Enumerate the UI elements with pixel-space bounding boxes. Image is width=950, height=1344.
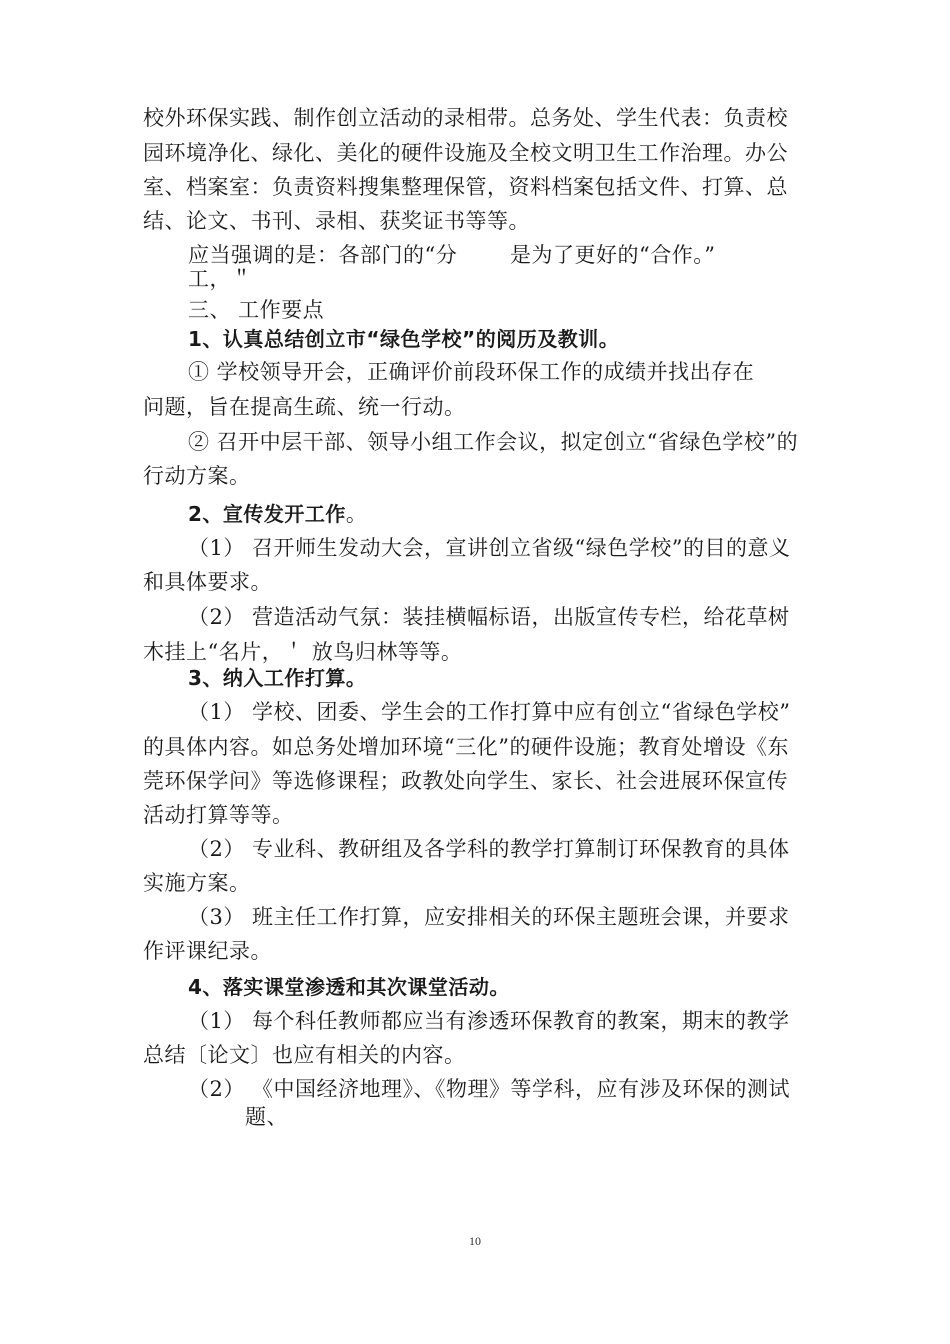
paragraph-line: 结、论文、书刊、录相、获奖证书等等。 — [143, 209, 530, 233]
paragraph-line: ② 召开中层干部、领导小组工作会议，拟定创立“省绿色学校”的 — [188, 430, 799, 454]
subheading — [188, 500, 367, 528]
paragraph-line: 园环境净化、绿化、美化的硬件设施及全校文明卫生工作治理。办公 — [143, 141, 788, 165]
section-heading: 三、 工作要点 — [188, 298, 325, 322]
paragraph-line: （2） 营造活动气氛：装挂横幅标语，出版宣传专栏，给花草树 — [188, 605, 790, 629]
paragraph-line: 是为了更好的“合作。” — [510, 243, 716, 267]
subheading-punct: 。 — [345, 502, 368, 526]
paragraph-line: 的具体内容。如总务处增加环境“三化”的硬件设施；教育处增设《东 — [143, 735, 789, 759]
paragraph-line: （1） 学校、团委、学生会的工作打算中应有创立“省绿色学校” — [188, 700, 791, 724]
paragraph-line: 实施方案。 — [143, 871, 251, 895]
paragraph-line: 莞环保学问》等选修课程；政教处向学生、家长、社会进展环保宣传 — [143, 769, 788, 793]
subheading-text: 2、宣传发开工作 — [188, 502, 346, 526]
paragraph-line: 活动打算等等。 — [143, 803, 294, 827]
paragraph-line: （2） 《中国经济地理》、《物理》等学科，应有涉及环保的测试 — [188, 1077, 791, 1101]
paragraph-line: 校外环保实践、制作创立活动的录相带。总务处、学生代表：负责校 — [143, 106, 788, 130]
paragraph-line: （2） 专业科、教研组及各学科的教学打算制订环保教育的具体 — [188, 837, 790, 861]
paragraph-line: 室、档案室：负责资料搜集整理保管，资料档案包括文件、打算、总 — [143, 175, 788, 199]
subheading: 1、认真总结创立市“绿色学校”的阅历及教训。 — [188, 327, 620, 351]
subheading: 3、纳入工作打算。 — [188, 666, 367, 690]
paragraph-line: 和具体要求。 — [143, 570, 272, 594]
paragraph-line: 应当强调的是：各部门的“分 — [188, 243, 458, 267]
paragraph-line: 作评课纪录。 — [143, 939, 272, 963]
paragraph-line: （1） 召开师生发动大会，宣讲创立省级“绿色学校”的目的意义 — [188, 536, 791, 560]
paragraph-line: 行动方案。 — [143, 464, 251, 488]
paragraph-line: 总结〔论文〕也应有相关的内容。 — [143, 1043, 466, 1067]
paragraph-line: 题、 — [245, 1105, 288, 1129]
paragraph-line: 工，＂ — [188, 267, 253, 291]
paragraph-line: 问题，旨在提高生疏、统一行动。 — [143, 395, 466, 419]
subheading: 4、落实课堂渗透和其次课堂活动。 — [188, 975, 510, 999]
paragraph-line: （1） 每个科任教师都应当有渗透环保教育的教案，期末的教学 — [188, 1009, 790, 1033]
page-number: 10 — [469, 1234, 481, 1248]
paragraph-line: ① 学校领导开会，正确评价前段环保工作的成绩并找出存在 — [188, 360, 755, 384]
paragraph-line: （3） 班主任工作打算，应安排相关的环保主题班会课，并要求 — [188, 905, 790, 929]
paragraph-line: 木挂上“名片，＇ 放鸟归林等等。 — [143, 640, 463, 664]
